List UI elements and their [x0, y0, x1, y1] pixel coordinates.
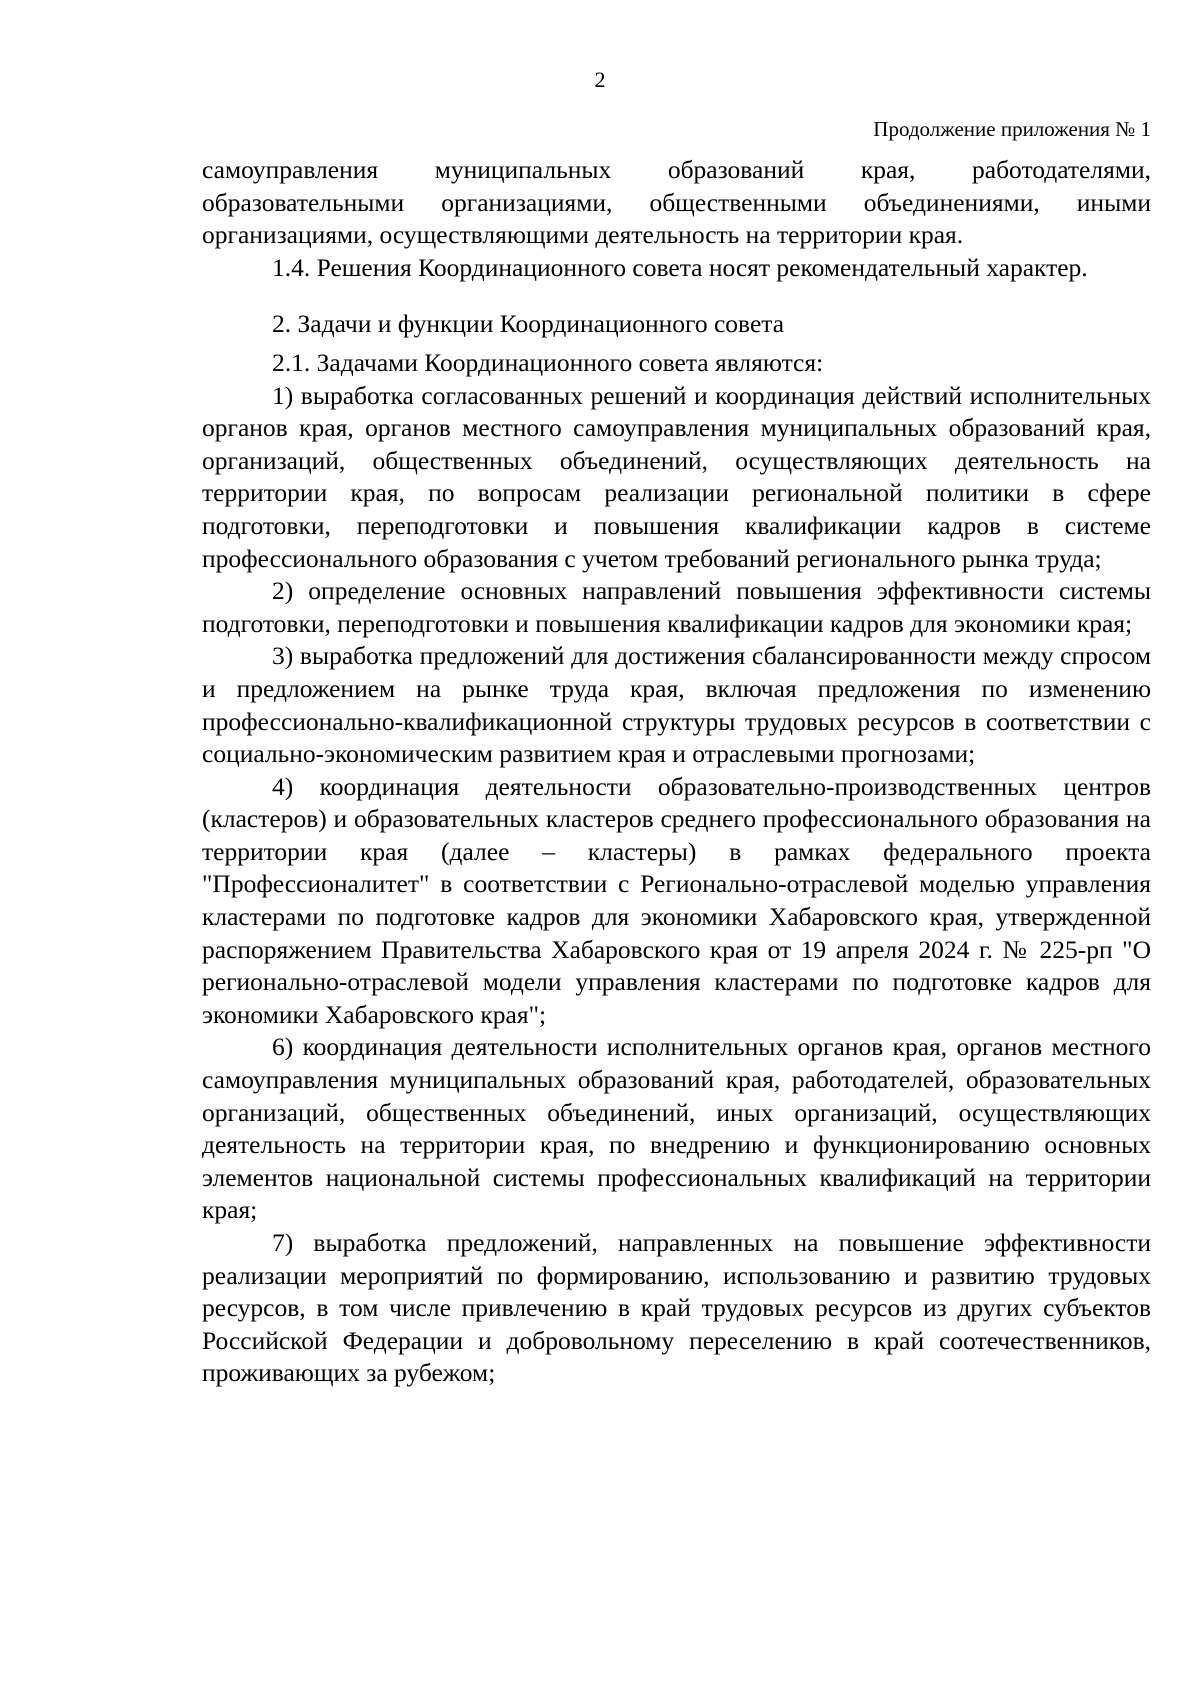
list-item-7: 7) выработка предложений, направленных на повышение эффективности реализации мероприятий по формированию, использованию и развитию трудовых ресурсов, в том числе привлечению в край трудовых ресурсов из других субъектов Российской Федерации и добровольному переселению в край соотечественников, проживающих за рубежом;	[202, 1228, 1151, 1388]
paragraph-1-4: 1.4. Решения Координационного совета носят рекомендательный характер.	[272, 252, 1088, 282]
document-body	[202, 154, 1151, 1390]
appendix-continuation-note: Продолжение приложения № 1	[873, 117, 1151, 141]
list-item-1: 1) выработка согласованных решений и координация действий исполнительных органов края, органов местного самоуправления муниципальных образований края, организаций, общественных объединений, осуществляющих деятельность на территории края, по вопросам реализации региональной политики в сфере подготовки, переподготовки и повышения квалификации кадров в системе профессионального образования с учетом требований регионального рынка труда;	[202, 380, 1151, 573]
paragraph-2-1: 2.1. Задачами Координационного совета являются:	[272, 347, 824, 377]
page-number: 2	[594, 67, 606, 92]
list-item-4: 4) координация деятельности образовательно-производственных центров (кластеров) и образовательных кластеров среднего профессионального образования на территории края (далее – кластеры) в рамках федерального проекта "Профессионалитет" в соответствии с Регионально-отраслевой моделью управления кластерами по подготовке кадров для экономики Хабаровского края, утвержденной распоряжением Правительства Хабаровского края от 19 апреля 2024 г. № 225-рп "О регионально-отраслевой модели управления кластерами по подготовке кадров для экономики Хабаровского края";	[202, 771, 1151, 1029]
list-item-2: 2) определение основных направлений повышения эффективности системы подготовки, переподготовки и повышения квалификации кадров для экономики края;	[202, 576, 1151, 638]
section-heading: 2. Задачи и функции Координационного совета	[272, 309, 785, 339]
paragraph-continuation: самоуправления муниципальных образований края, работодателями, образовательными организациями, общественными объединениями, иными организациями, осуществляющими деятельность на территории края.	[202, 155, 1151, 250]
list-item-3: 3) выработка предложений для достижения сбалансированности между спросом и предложением на рынке труда края, включая предложения по изменению профессионально-квалификационной структуры трудовых ресурсов в соответствии с социально-экономическим развитием края и отраслевыми прогнозами;	[202, 641, 1151, 769]
list-item-6: 6) координация деятельности исполнительных органов края, органов местного самоуправления муниципальных образований края, работодателей, образовательных организаций, общественных объединений, иных организаций, осуществляющих деятельность на территории края, по внедрению и функционированию основных элементов национальной системы профессиональных квалификаций на территории края;	[202, 1032, 1151, 1225]
